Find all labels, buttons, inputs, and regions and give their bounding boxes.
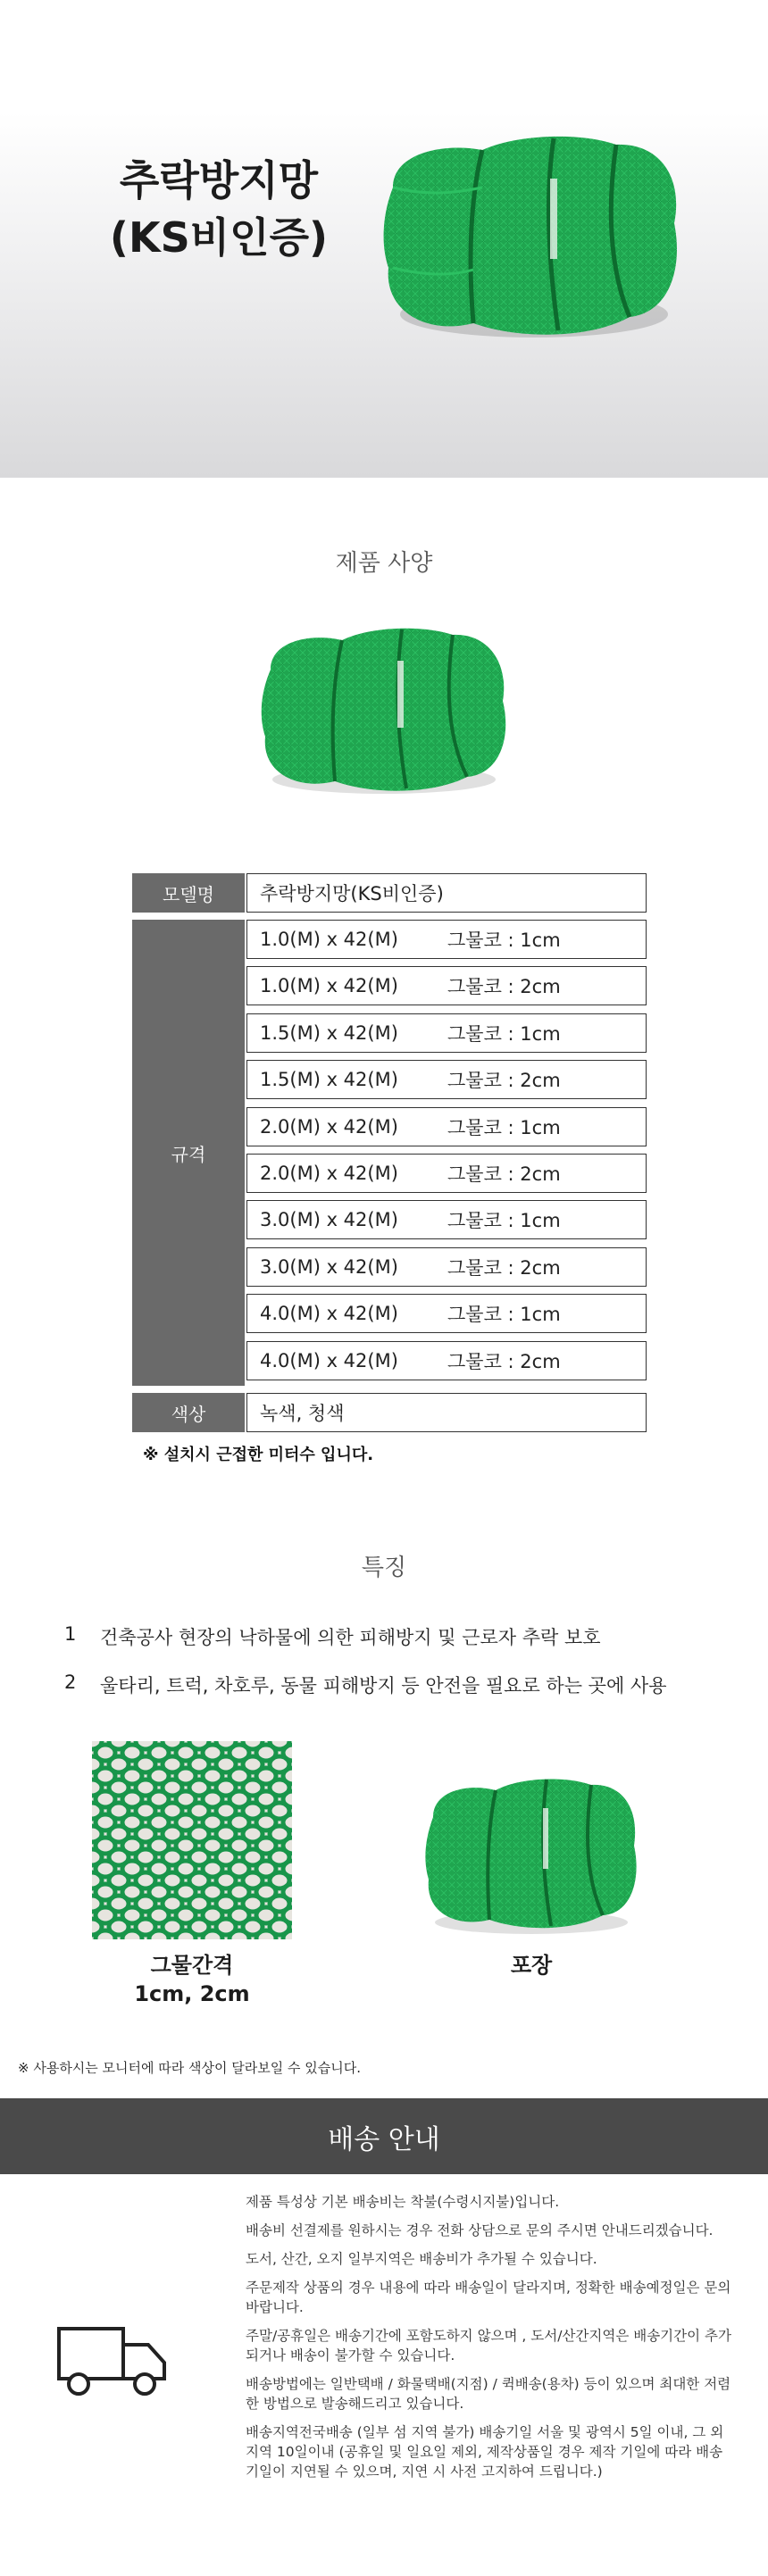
monitor-note: ※ 사용하시는 모니터에 따라 색상이 달라보일 수 있습니다. [18,2060,361,2076]
mesh-size: 그물코 : 2cm [447,976,561,998]
shipping-item: 도서, 산간, 오지 일부지역은 배송비가 추가될 수 있습니다. [246,2251,597,2267]
mesh-caption-line1: 그물간격 [150,1953,234,1978]
feature-text: 건축공사 현장의 낙하물에 의한 피해방지 및 근로자 추락 보호 [100,1627,601,1648]
shipping-title-bar [0,2098,768,2174]
shipping-item: 주문제작 상품의 경우 내용에 따라 배송일이 달라지며, 정확한 배송예정일은 문의 바랍니다. [246,2280,731,2315]
shipping-item: 배송방법에는 일반택배 / 화물택배(지점) / 퀵배송(용차) 등이 있으며 최대한 저렴한 방법으로 발송해드리고 있습니다. [246,2376,731,2412]
shipping-list [246,2192,737,2490]
hero-title-line1: 추락방지망 [119,156,319,204]
size-row [246,920,647,959]
size-dimension: 1.0(M) x 42(M) [260,929,398,950]
mesh-size: 그물코 : 2cm [447,1350,561,1372]
product-net-image [255,621,513,799]
size-dimension: 3.0(M) x 42(M) [260,1209,398,1231]
package-net-image [420,1772,643,1938]
mesh-size: 그물코 : 1cm [447,1116,561,1138]
hero-title [85,152,353,266]
size-row [246,1247,647,1287]
hero-net-image [375,125,683,353]
mesh-size: 그물코 : 2cm [447,1163,561,1185]
shipping-item: 주말/공휴일은 배송기간에 포함도하지 않으며 , 도서/산간지역은 배송기간이 추가되거나 배송이 불가할 수 있습니다. [246,2328,731,2363]
shipping-item: 배송지역전국배송 (일부 섬 지역 불가) 배송기일 서울 및 광역시 5일 이내, 그 외 지역 10일이내 (공휴일 및 일요일 제외, 제작상품일 경우 제작 기일에 따라 배송 기일이 지연될 수 있으며, 지연 시 사전 고지하여 드립니다.) [246,2424,724,2480]
color-label: 색상 [132,1393,245,1432]
spec-note: ※ 설치시 근접한 미터수 입니다. [143,1446,374,1464]
size-dimension: 2.0(M) x 42(M) [260,1163,398,1184]
feature-number: 1 [64,1623,77,1645]
size-dimension: 1.5(M) x 42(M) [260,1021,398,1044]
color-value: 녹색, 청색 [246,1393,647,1432]
size-dimension: 3.0(M) x 42(M) [260,1255,398,1278]
size-label: 규격 [132,920,245,1386]
truck-icon [55,2320,170,2402]
size-row [246,1200,647,1239]
model-value: 추락방지망(KS비인증) [246,873,647,913]
mesh-size: 그물코 : 1cm [447,930,561,951]
mesh-size: 그물코 : 1cm [447,1210,561,1232]
spec-section-title: 제품 사양 [335,550,433,577]
feature-item [64,1623,601,1650]
mesh-size: 그물코 : 1cm [447,1304,561,1326]
feature-item [64,1671,667,1698]
size-dimension: 4.0(M) x 42(M) [260,1349,398,1371]
mesh-closeup-image [92,1741,292,1939]
size-row [246,1294,647,1333]
features-title: 특징 [361,1555,407,1581]
size-row [246,1107,647,1146]
mesh-size: 그물코 : 2cm [447,1256,561,1279]
size-row [246,1341,647,1380]
shipping-item: 배송비 선결제를 원하시는 경우 전화 상담으로 문의 주시면 안내드리겠습니다. [246,2222,714,2238]
feature-text: 울타리, 트럭, 차호루, 동물 피해방지 등 안전을 필요로 하는 곳에 사용 [100,1675,667,1696]
size-row [246,966,647,1005]
size-row [246,1013,647,1053]
size-dimension: 1.0(M) x 42(M) [260,975,398,997]
size-row [246,1060,647,1099]
size-dimension: 2.0(M) x 42(M) [260,1115,398,1138]
hero-title-line2: (KS비인증) [109,213,329,262]
mesh-size: 그물코 : 2cm [447,1070,561,1092]
shipping-title: 배송 안내 [328,2123,440,2155]
shipping-item: 제품 특성상 기본 배송비는 착불(수령시지불)입니다. [246,2194,560,2210]
size-row [246,1154,647,1193]
size-dimension: 1.5(M) x 42(M) [260,1069,398,1091]
mesh-size: 그물코 : 1cm [447,1022,561,1045]
mesh-caption-line2: 1cm, 2cm [134,1981,250,2006]
mesh-caption [92,1951,292,2008]
package-caption: 포장 [510,1953,553,1978]
feature-number: 2 [64,1671,77,1693]
model-label: 모델명 [132,873,245,913]
size-dimension: 4.0(M) x 42(M) [260,1303,398,1325]
